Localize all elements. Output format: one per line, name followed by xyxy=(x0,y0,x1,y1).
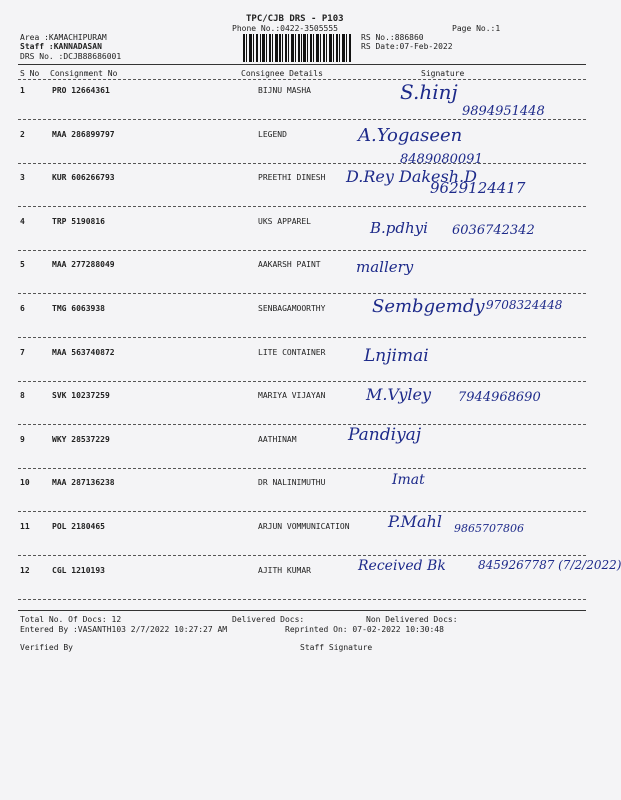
row-divider xyxy=(18,381,586,382)
row-divider xyxy=(18,555,586,556)
row-handwritten-signature: mallery xyxy=(356,258,414,277)
row-handwritten-phone: 8489080091 xyxy=(400,151,483,167)
total-docs: Total No. Of Docs: 12 xyxy=(20,615,122,624)
row-handwritten-phone: 7944968690 xyxy=(458,390,541,406)
staff-label: Staff :KANNADASAN xyxy=(20,42,102,51)
row-consignment-no: POL 2180465 xyxy=(52,522,105,531)
row-sno: 12 xyxy=(20,565,30,575)
row-handwritten-signature: A.Yogaseen xyxy=(358,124,463,146)
row-handwritten-phone: 6036742342 xyxy=(452,222,535,238)
row-consignment-no: PRO 12664361 xyxy=(52,86,110,95)
row-consignee: BIJNU MASHA xyxy=(258,86,311,95)
row-handwritten-signature: D.Rey Dakesh.D xyxy=(346,167,477,187)
row-handwritten-signature: Pandiyaj xyxy=(348,424,422,445)
document-title: TPC/CJB DRS - P103 xyxy=(246,14,344,24)
row-sno: 3 xyxy=(20,173,25,183)
row-sno: 2 xyxy=(20,129,25,139)
row-handwritten-signature: S.hinj xyxy=(400,80,458,104)
row-consignee: ARJUN VOMMUNICATION xyxy=(258,522,350,531)
row-handwritten-phone: 9708324448 xyxy=(486,298,563,312)
row-consignment-no: WKY 28537229 xyxy=(52,434,110,444)
row-sno: 9 xyxy=(20,434,25,444)
row-handwritten-phone: 8459267787 (7/2/2022) xyxy=(478,557,621,572)
row-sno: 10 xyxy=(20,478,30,488)
row-handwritten-signature: B.pdhyi xyxy=(370,218,428,237)
phone-number: Phone No.:0422-3505555 xyxy=(232,24,338,33)
row-consignee: LITE CONTAINER xyxy=(258,347,326,357)
row-consignment-no: MAA 277288049 xyxy=(52,260,115,270)
row-divider xyxy=(18,163,586,164)
delivered-docs: Delivered Docs: xyxy=(232,615,305,624)
row-consignee: MARIYA VIJAYAN xyxy=(258,391,326,401)
row-handwritten-signature: Imat xyxy=(392,472,425,489)
row-consignee: PREETHI DINESH xyxy=(258,173,326,183)
column-header-sno: S No xyxy=(20,69,40,78)
row-sno: 1 xyxy=(20,86,25,95)
row-divider xyxy=(18,119,586,120)
row-consignment-no: MAA 287136238 xyxy=(52,478,115,488)
row-handwritten-signature: P.Mahl xyxy=(388,512,442,531)
row-consignment-no: MAA 286899797 xyxy=(52,129,115,139)
column-header-signature: Signature xyxy=(421,69,465,78)
barcode-image xyxy=(243,34,351,62)
row-handwritten-signature: Received Bk xyxy=(358,557,446,574)
footer-rule xyxy=(18,610,586,611)
row-consignment-no: MAA 563740872 xyxy=(52,347,115,357)
row-handwritten-signature: M.Vyley xyxy=(366,385,432,405)
row-consignee: AAKARSH PAINT xyxy=(258,260,321,270)
row-handwritten-phone: 9894951448 xyxy=(462,104,545,119)
row-handwritten-signature: Lnjimai xyxy=(364,345,429,366)
row-consignee: AATHINAM xyxy=(258,434,297,444)
row-sno: 8 xyxy=(20,391,25,401)
column-header-consignee: Consignee Details xyxy=(241,69,323,78)
row-consignment-no: KUR 606266793 xyxy=(52,173,115,183)
column-header-consignment: Consignment No xyxy=(50,69,118,78)
area-label: Area :KAMACHIPURAM xyxy=(20,33,107,42)
row-consignment-no: TMG 6063938 xyxy=(52,304,105,313)
row-consignee: UKS APPAREL xyxy=(258,216,311,226)
row-sno: 6 xyxy=(20,304,25,313)
page-number: Page No.:1 xyxy=(452,24,501,33)
row-divider xyxy=(18,599,586,600)
header-bottom-rule xyxy=(18,79,586,80)
row-divider xyxy=(18,468,586,469)
rs-date: RS Date:07-Feb-2022 xyxy=(361,42,453,51)
row-handwritten-phone: 9629124417 xyxy=(430,179,526,198)
row-consignee: LEGEND xyxy=(258,129,287,139)
row-divider xyxy=(18,250,586,251)
row-consignee: AJITH KUMAR xyxy=(258,565,311,575)
row-handwritten-signature: Sembgemdy xyxy=(372,296,485,317)
drs-number: DRS No. :DCJB88686001 xyxy=(20,52,122,61)
row-consignment-no: SVK 10237259 xyxy=(52,391,110,401)
row-consignment-no: TRP 5190816 xyxy=(52,216,105,226)
row-divider xyxy=(18,293,586,294)
row-handwritten-phone: 9865707806 xyxy=(454,522,524,535)
row-divider xyxy=(18,424,586,425)
staff-signature: Staff Signature xyxy=(300,643,373,652)
row-consignee: DR NALINIMUTHU xyxy=(258,478,326,488)
row-consignment-no: CGL 1210193 xyxy=(52,565,105,575)
row-divider xyxy=(18,511,586,512)
reprinted-on: Reprinted On: 07-02-2022 10:30:48 xyxy=(285,625,444,634)
row-divider xyxy=(18,337,586,338)
row-sno: 4 xyxy=(20,216,25,226)
rs-number: RS No.:886860 xyxy=(361,33,424,42)
verified-by: Verified By xyxy=(20,643,73,652)
row-consignee: SENBAGAMOORTHY xyxy=(258,304,326,313)
row-sno: 5 xyxy=(20,260,25,270)
non-delivered-docs: Non Delivered Docs: xyxy=(366,615,458,624)
entered-by: Entered By :VASANTH103 2/7/2022 10:27:27 AM xyxy=(20,625,228,634)
row-divider xyxy=(18,206,586,207)
row-sno: 7 xyxy=(20,347,25,357)
row-sno: 11 xyxy=(20,522,30,531)
header-top-rule xyxy=(18,64,586,65)
